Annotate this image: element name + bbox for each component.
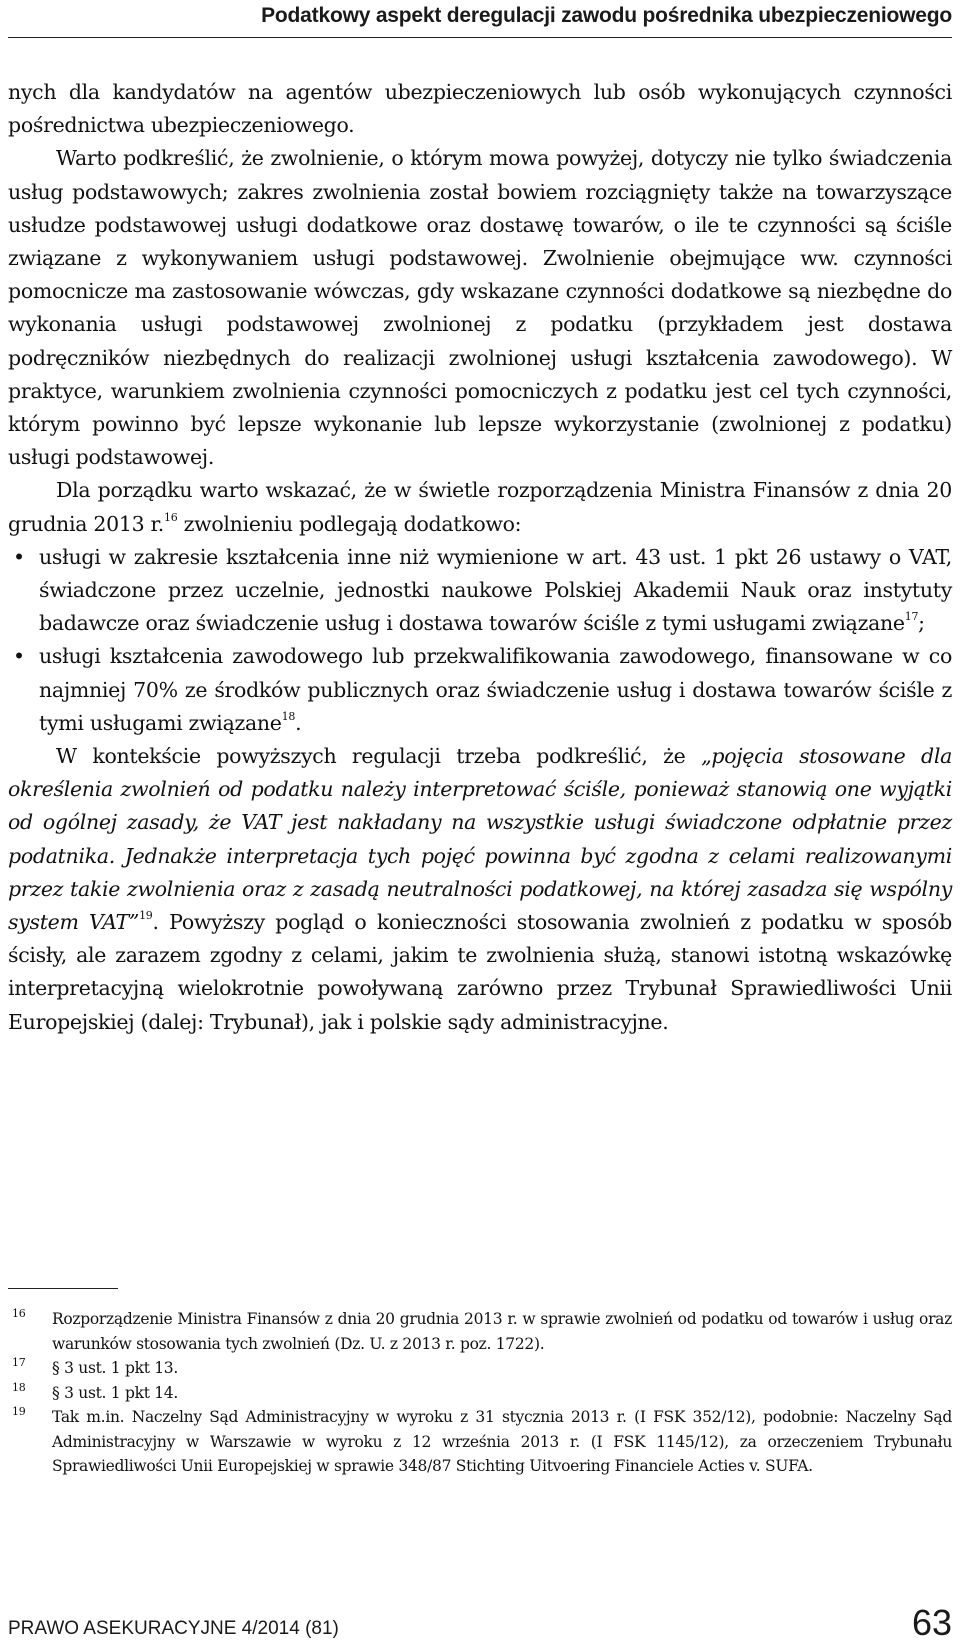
exemption-list bbox=[8, 541, 952, 740]
header-rule bbox=[8, 37, 952, 38]
paragraph-continuation: nych dla kandydatów na agentów ubezpieczeniowych lub osób wykonujących czynności pośrednictwa ubezpieczeniowego. bbox=[8, 80, 952, 138]
footnote-text: Rozporządzenie Ministra Finansów z dnia 20 grudnia 2013 r. w sprawie zwolnień od podatku od towarów i usług oraz warunków stosowania tych zwolnień (Dz. U. z 2013 r. poz. 1722). bbox=[52, 1310, 952, 1353]
footnote-ref-16[interactable]: 16 bbox=[164, 510, 178, 524]
page-number: 63 bbox=[911, 1602, 952, 1643]
bullet-icon: • bbox=[13, 644, 25, 669]
paragraph-text: zwolnieniu podlegają dodatkowo: bbox=[177, 511, 522, 536]
quotation: „pojęcia stosowane dla określenia zwolnień od podatku należy interpretować ściśle, ponieważ stanowią one wyjątki od ogólnej zasady, że VAT jest nakładany na wszystkie usługi świadczone odpłatnie przez podatnika. Jednakże interpretacja tych pojęć powinna być zgodna z celami realizowanymi przez takie zwolnienia oraz z zasadą neutralności podatkowej, na której zasadza się wspólny system VAT” bbox=[8, 744, 953, 935]
footnotes bbox=[8, 1307, 952, 1479]
footnote-16 bbox=[8, 1307, 952, 1356]
bullet-icon: • bbox=[13, 544, 25, 569]
page-footer bbox=[8, 1594, 952, 1644]
footnote-ref-18[interactable]: 18 bbox=[281, 709, 296, 723]
paragraph-exemption-scope: Warto podkreślić, że zwolnienie, o którym mowa powyżej, dotyczy nie tylko świadczenia usług podstawowych; zakres zwolnienia został bowiem rozciągnięty także na towarzyszące usłudze podstawowej usługi dodatkowe oraz dostawę towarów, o ile te czynności są ściśle związane z wykonywaniem usługi podstawowej. Zwolnienie obejmujące ww. czynności pomocnicze ma zastosowanie wówczas, gdy wskazane czynności dodatkowe są niezbędne do wykonania usługi podstawowej zwolnionej z podatku (przykładem jest dostawa podręczników niezbędnych do realizacji zwolnionej usługi kształcenia zawodowego). W praktyce, warunkiem zwolnienia czynności pomocniczych z podatku jest cel tych czynności, którym powinno być lepsze wykonanie lub lepsze wykorzystanie (zwolnionej z podatku) usługi podstawowej. bbox=[8, 146, 952, 470]
footnote-text: § 3 ust. 1 pkt 14. bbox=[52, 1383, 178, 1402]
paragraph-regulation-intro bbox=[8, 474, 952, 540]
footnote-text: Tak m.in. Naczelny Sąd Administracyjny w wyroku z 31 stycznia 2013 r. (I FSK 352/12), podobnie: Naczelny Sąd Administracyjny w Warszawie w wyroku z 12 września 2013 r. (I FSK 1145/12), za orzeczeniem Trybunału Sprawiedliwości Unii Europejskiej w sprawie 348/87 Stichting Uitvoering Financiele Acties v. SUFA. bbox=[52, 1408, 952, 1475]
list-item bbox=[8, 640, 952, 740]
running-head-title: Podatkowy aspekt deregulacji zawodu pośrednika ubezpieczeniowego bbox=[261, 4, 952, 27]
footnote-number: 16 bbox=[12, 1307, 26, 1320]
footnote-number: 19 bbox=[12, 1405, 26, 1418]
article-body bbox=[8, 76, 952, 1039]
list-item-text: usługi kształcenia zawodowego lub przekwalifikowania zawodowego, finansowane w co najmniej 70% ze środków publicznych oraz świadczenie usług i dostawa towarów ściśle z tymi usługami związane bbox=[39, 644, 952, 735]
list-item-punctuation: . bbox=[295, 710, 302, 735]
footnote-ref-19[interactable]: 19 bbox=[139, 909, 153, 923]
list-item-text: usługi w zakresie kształcenia inne niż wymienione w art. 43 ust. 1 pkt 26 ustawy o VAT, świadczone przez uczelnie, jednostki naukowe Polskiej Akademii Nauk oraz instytuty badawcze oraz świadczenie usług i dostawa towarów ściśle z tymi usługami związane bbox=[39, 544, 952, 636]
footnote-number: 18 bbox=[12, 1380, 26, 1394]
paragraph-context bbox=[8, 740, 952, 1039]
footnote-19 bbox=[8, 1405, 952, 1479]
paragraph-text: Dla porządku warto wskazać, że w świetle rozporządzenia Ministra Finansów z dnia 20 grudnia 2013 r. bbox=[8, 478, 952, 536]
footnote-text: § 3 ust. 1 pkt 13. bbox=[52, 1359, 178, 1377]
footnote-18 bbox=[8, 1381, 952, 1406]
list-item-punctuation: ; bbox=[918, 611, 925, 636]
paragraph-text: W kontekście powyższych regulacji trzeba podkreślić, że bbox=[56, 744, 702, 769]
list-item bbox=[8, 541, 952, 641]
footnote-rule bbox=[8, 1288, 118, 1289]
footnote-17 bbox=[8, 1356, 952, 1381]
paragraph-text: . Powyższy pogląd o konieczności stosowania zwolnień z podatku w sposób ścisły, ale zarazem zgodny z celami, jakim te zwolnienia służą, stanowi istotną wskazówkę interpretacyjną wielokrotnie powoływaną zarówno przez Trybunał Sprawiedliwości Unii Europejskiej (dalej: Trybunał), jak i polskie sądy administracyjne. bbox=[8, 910, 952, 1034]
footnote-ref-17[interactable]: 17 bbox=[904, 610, 919, 624]
footnote-number: 17 bbox=[12, 1356, 26, 1369]
journal-title: PRAWO ASEKURACYJNE 4/2014 (81) bbox=[8, 1618, 339, 1639]
